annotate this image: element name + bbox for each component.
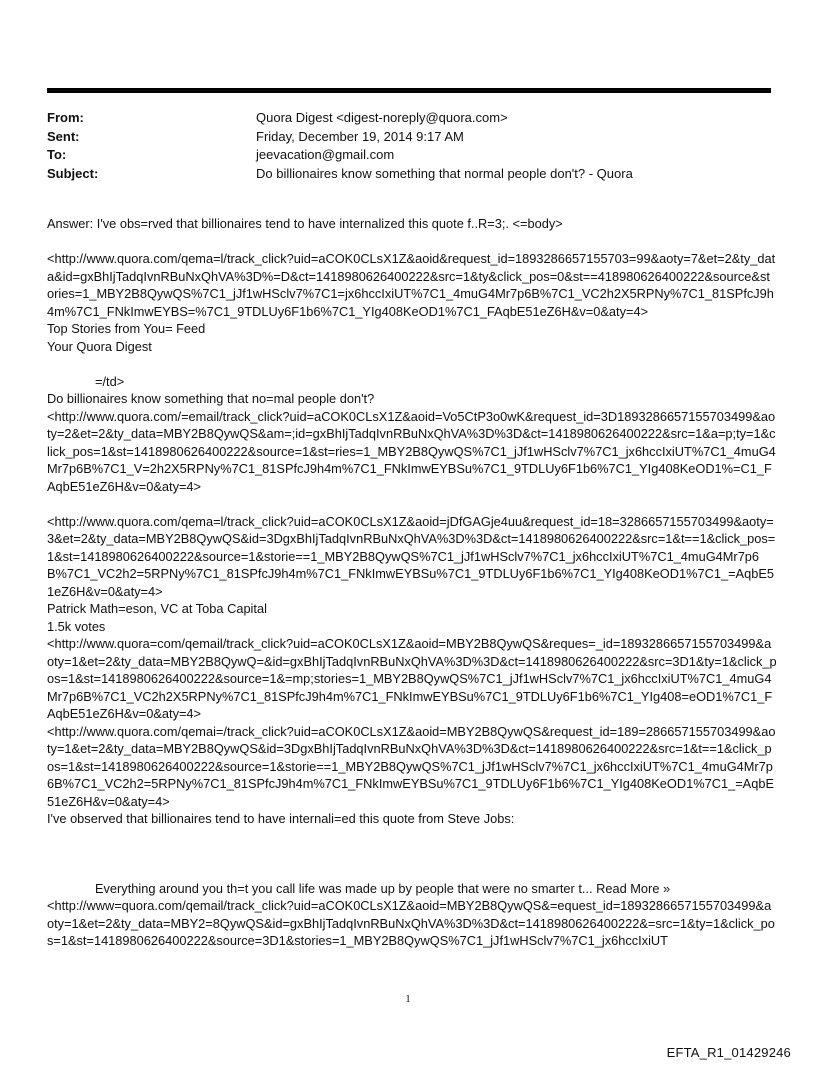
answer-intro: Answer: I've obs=rved that billionaires tend to have internalized this quote f..R=3;. <=body> (47, 216, 563, 231)
to-value: jeevacation@gmail.com (256, 147, 395, 162)
sent-row (47, 128, 747, 147)
top-stories-text: Top Stories from You= Feed (47, 321, 206, 336)
tracking-link-3[interactable]: <http://www.quora.com/qema=l/track_click?uid=aCOK0CLsX1Z&aoid=jDfGAGje4uu&request_id=18=3286657155703499&aoty=3&et=2&ty_data=MBY2B8QywQS&id=3DgxBhIjTadqIvnRBuNxQhVA%3D%3D&ct=1418980626400222&src=1&t==1&click_pos=1&st=1418980626400222&source=1&storie==1_MBY2B8QywQS%7C1_jJf1wHSclv7%7C1_jx6hccIxiUT%7C1_4muG4Mr7p6B%7C1_VC2h2=5RPNy%7C1_81SPfcJ9h4m%7C1_FNkImwEYBSu%7C1_9TDLUy6F1b6%7C1_YIg408KeOD1%7C1_=AqbE51eZ6H&v=0&aty=4> (47, 513, 776, 599)
tracking-link-1[interactable]: <http://www.quora.com/qema=l/track_click?uid=aCOK0CLsX1Z&aoid&request_id=1893286657155703=99&aoty=7&et=2&ty_data&id=gxBhIjTadqIvnRBuNxQhVA%3D%=D&ct=1418980626400222&src=1&ty&click_pos=0&st==418980626400222&source&stories=1_MBY2B8QywQS%7C1_jJf1wHSclv7%7C1=jx6hccIxiUT%7C1_4muG4Mr7p6B%7C1_VC2h2X5RPNy%7C1_81SPfcJ9h4m%7C1_FNkImwEYBS=%7C1_9TDLUy6F1b6%7C1_YIg408KeOD1%7C1_FAqbE51eZ6H&v=0&aty=4> (47, 251, 776, 319)
from-value: Quora Digest <digest-noreply@quora.com> (256, 110, 508, 125)
email-header (47, 109, 747, 183)
votes-count: 1.5k votes (47, 618, 106, 634)
email-body (47, 215, 777, 950)
subject-value: Do billionaires know something that normal people don't? - Quora (256, 165, 633, 181)
tracking-link-2[interactable]: <http://www.quora.com/=email/track_click?uid=aCOK0CLsX1Z&aoid=Vo5CtP3o0wK&request_id=3D1893286657155703499&aoty=2&et=2&ty_data=MBY2B8QywQS&am=;id=gxBhIjTadqIvnRBuNxQhVA%3D%3D&ct=1418980626400222&src=1&a=p;ty=1&click_pos=1&st=1418980626400222&source=1&st=ries=1_MBY2B8QywQS%7C1_jJf1wHSclv7%7C1_jx6hccIxiUT%7C1_4muG4Mr7p6B%7C1_V=2h2X5RPNy%7C1_81SPfcJ9h4m%7C1_FNkImwEYBSu%7C1_9TDLUy6F1b6%7C1_YIg408KeOD1%=C1_FAqbE51eZ6H&v=0&aty=4> (47, 408, 776, 494)
to-row (47, 146, 747, 165)
sent-value: Friday, December 19, 2014 9:17 AM (256, 128, 464, 144)
tracking-link-6[interactable]: <http://www=quora.com/qemail/track_click?uid=aCOK0CLsX1Z&aoid=MBY2B8QywQS&=equest_id=1893286657155703499&aoty=1&et=2&ty_data=MBY2=8QywQS&id=gxBhIjTadqIvnRBuNxQhVA%3D%3D&ct=1418980626400222&=src=1&ty=1&click_pos=1&st=1418980626400222&source=3D1&stories=1_MBY2B8QywQS%7C1_jJf1wHSclv7%7C1_jx6hccIxiUT (47, 898, 775, 948)
observed-text: I've observed that billionaires tend to have internali=ed this quote from Steve Jobs: (47, 811, 515, 826)
digest-title: Your Quora Digest (47, 338, 152, 354)
td-close-text: =/td> (95, 373, 125, 389)
header-rule (47, 88, 771, 93)
subject-label: Subject: (47, 165, 99, 181)
tracking-link-4[interactable]: <http://www.quora=com/qemail/track_click?uid=aCOK0CLsX1Z&aoid=MBY2B8QywQS&reques=_id=1893286657155703499&aoty=1&et=2&ty_data=MBY2B8QywQ=&id=gxBhIjTadqIvnRBuNxQhVA%3D%3D&ct=1418980626400222&src=3D1&ty=1&click_pos=1&st=1418980626400222&source=1&=mp;stories=1_MBY2B8QywQS%7C1_jJf1wHSclv7%7C1_jx6hccIxiUT%7C1_4muG4Mr7p6B%7C1_VC2h2X5RPNy%7C1_81SPfcJ9h4m%7C1_FNkImwEYBSu%7C1_9TDLUy6F1b6%7C1_YIg408=eOD1%7C1_FAqbE51eZ6H&v=0&aty=4> (47, 636, 777, 721)
page-number: 1 (405, 993, 411, 1005)
document-id: EFTA_R1_01429246 (666, 1045, 791, 1060)
from-label: From: (47, 110, 84, 125)
to-label: To: (47, 147, 67, 162)
tracking-link-5[interactable]: <http://www.quora.com/qemai=/track_click?uid=aCOK0CLsX1Z&aoid=MBY2B8QywQS&request_id=189=286657155703499&aoty=1&et=2&ty_data=MBY2B8QywQS&id=3DgxBhIjTadqIvnRBuNxQhVA%3D%3D&ct=1418980626400222&src=1&t==1&click_pos=1&st=1418980626400222&source=1&storie==1_MBY2B8QywQS%7C1_jJf1wHSclv7%7C1_jx6hccIxiUT%7C1_4muG4Mr7p6B%7C1_VC2h2=5RPNy%7C1_81SPfcJ9h4m%7C1_FNkImwEYBSu%7C1_9TDLUy6F1b6%7C1_YIg408KeOD1%7C1_=AqbE51eZ6H&v=0&aty=4> (47, 723, 776, 809)
author-line: Patrick Math=eson, VC at Toba Capital (47, 601, 267, 616)
question-title: Do billionaires know something that no=mal people don't? (47, 391, 375, 406)
from-row (47, 109, 747, 128)
sent-label: Sent: (47, 128, 80, 144)
subject-row (47, 165, 747, 184)
quote-text: Everything around you th=t you call life was made up by people that were no smarter t... Read More » (95, 880, 671, 896)
